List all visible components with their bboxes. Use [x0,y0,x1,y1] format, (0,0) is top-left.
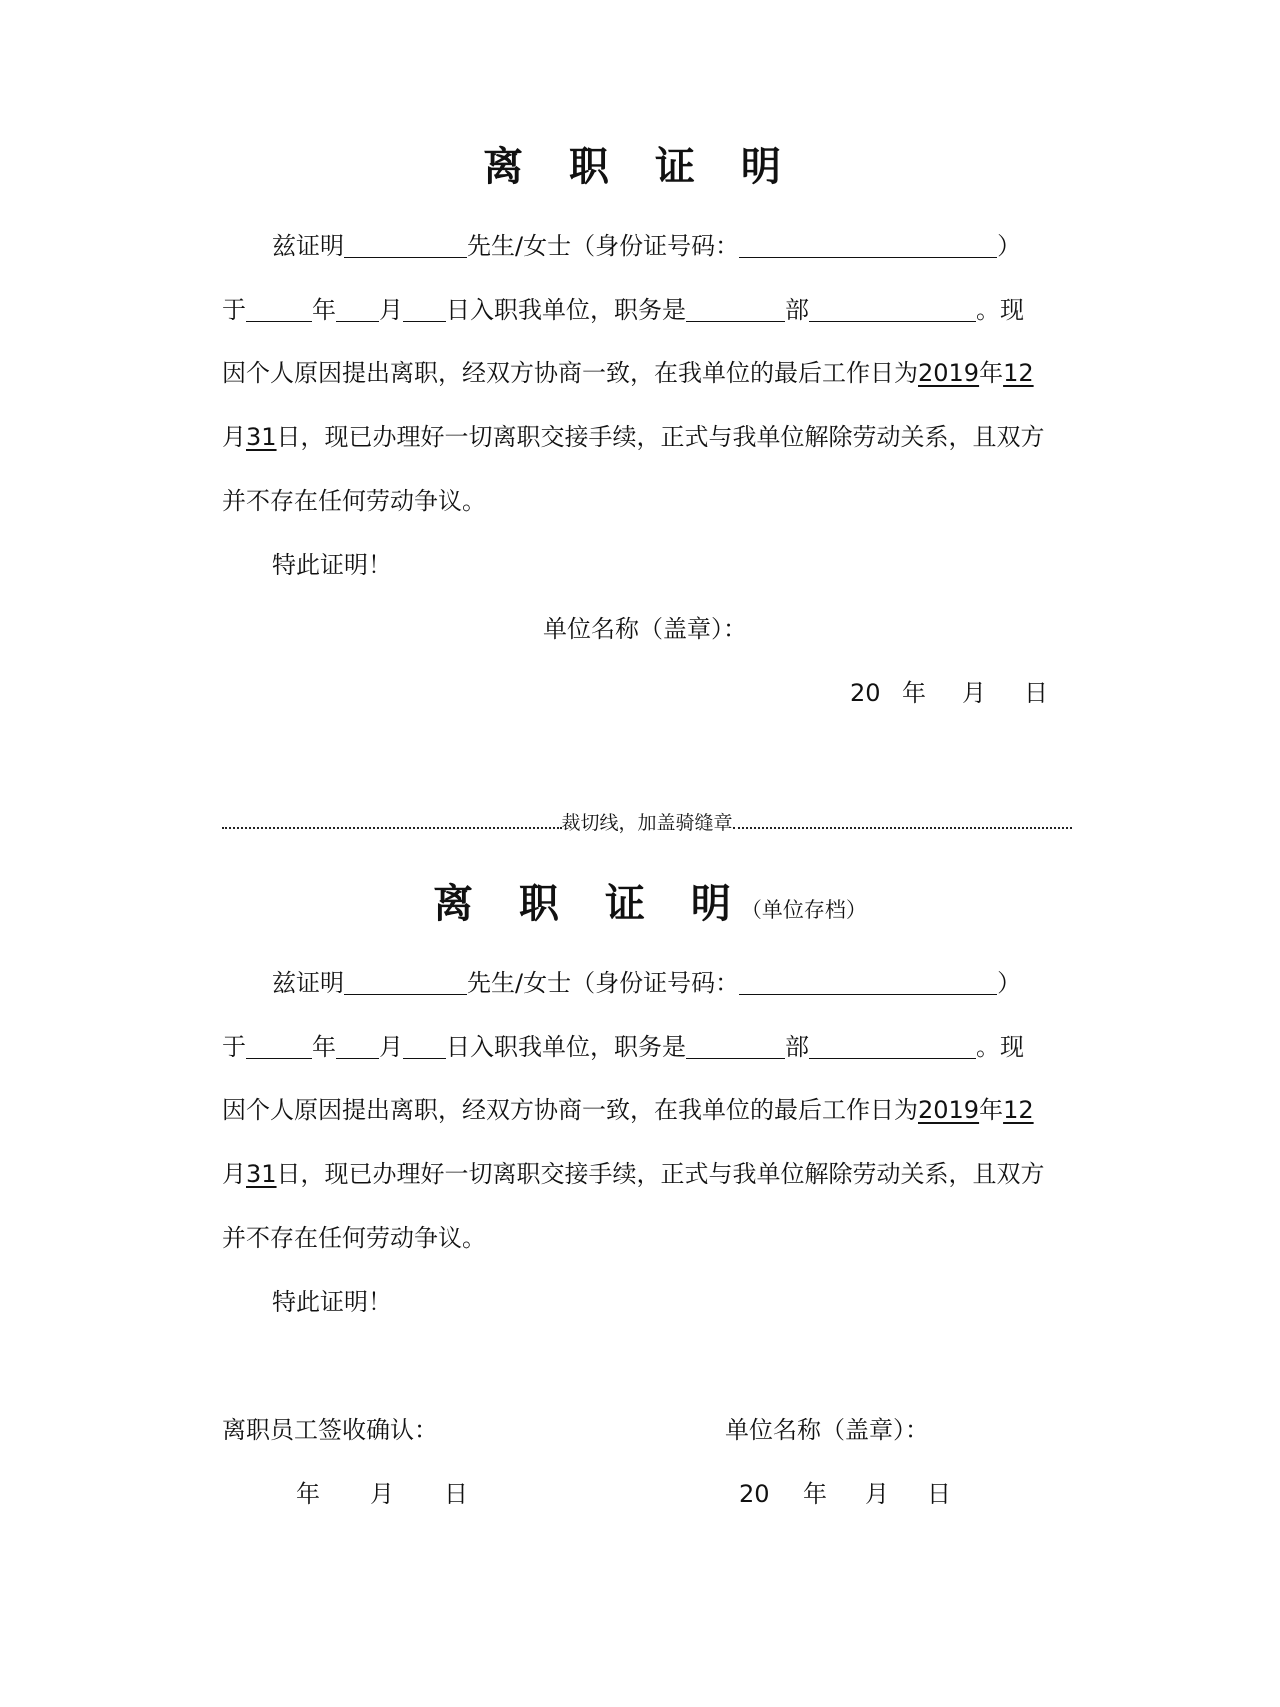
text: 。现 [976,1033,1024,1061]
body-line-5 [222,485,1072,517]
body-line-2 [222,1030,1072,1063]
month-blank [336,293,379,322]
closing-statement [272,549,1122,581]
text: 部 [785,1033,809,1061]
text: 先生/女士（身份证号码： [467,232,740,260]
title-text: 离 职 证 明 [433,881,747,927]
day-blank [403,293,446,322]
date-year: 年 [902,679,926,707]
department-blank [686,1030,785,1059]
last-day-year: 2019 [918,359,980,387]
id-number-blank [739,229,997,258]
cut-line-text: 裁切线，加盖骑缝章 [561,811,733,834]
date-day: 日 [927,1480,951,1508]
text: 月 [379,1033,403,1061]
date-year: 年 [803,1480,827,1508]
employee-sign-label [222,1414,438,1446]
text: 月 [222,1160,246,1188]
text: 并不存在任何劳动争议。 [222,487,486,515]
company-seal-label [725,1414,929,1446]
date-day: 日 [1024,679,1048,707]
body-line-1 [272,229,1122,262]
text: ） [997,232,1022,260]
text: 于 [222,296,246,324]
body-line-1 [272,966,1122,999]
dotted-rule-left [222,827,562,829]
body-line-2 [222,293,1072,326]
company-seal-label [543,613,747,645]
text: 兹证明 [272,232,344,260]
company-sign-date [739,1478,951,1510]
date-prefix: 20 [850,679,881,707]
year-blank [246,1030,312,1059]
date-month: 月 [962,679,986,707]
text: 部 [785,296,809,324]
text: 年 [979,359,1004,387]
text: 离职员工签收确认： [222,1416,438,1444]
text: ） [997,969,1022,997]
text: 年 [979,1096,1004,1124]
closing-statement [272,1286,1122,1318]
id-number-blank [739,966,997,995]
text: 。现 [976,296,1024,324]
year-blank [246,293,312,322]
name-blank [344,229,467,258]
text: 月 [222,423,246,451]
document-title [0,144,1280,190]
text: 日入职我单位，职务是 [446,1033,686,1061]
text: 单位名称（盖章）： [725,1416,929,1444]
body-line-3 [222,357,1072,389]
issue-date [850,677,1048,709]
date-day: 日 [444,1480,468,1508]
body-line-5 [222,1222,1072,1254]
text: 并不存在任何劳动争议。 [222,1224,486,1252]
last-day-year: 2019 [918,1096,980,1124]
last-day-month: 12 [1003,1096,1034,1124]
text: 因个人原因提出离职，经双方协商一致，在我单位的最后工作日为 [222,1096,918,1124]
date-prefix: 20 [739,1480,770,1508]
archive-title [0,881,1280,927]
date-month: 月 [865,1480,889,1508]
text: 先生/女士（身份证号码： [467,969,740,997]
department-blank [686,293,785,322]
text: 月 [379,296,403,324]
last-day-month: 12 [1003,359,1034,387]
employee-sign-date [296,1478,468,1510]
archive-subtitle: （单位存档） [740,898,867,922]
text: 特此证明！ [272,551,392,579]
text: 兹证明 [272,969,344,997]
position-blank [809,293,976,322]
month-blank [336,1030,379,1059]
cut-line [222,808,1072,834]
text: 于 [222,1033,246,1061]
text: 年 [312,1033,336,1061]
day-blank [403,1030,446,1059]
last-day-day: 31 [246,423,277,451]
name-blank [344,966,467,995]
body-line-4 [222,421,1072,453]
date-month: 月 [370,1480,394,1508]
text: 年 [312,296,336,324]
title-text: 离 职 证 明 [483,144,797,190]
text: 因个人原因提出离职，经双方协商一致，在我单位的最后工作日为 [222,359,918,387]
text: 日入职我单位，职务是 [446,296,686,324]
text: 单位名称（盖章）： [543,615,747,643]
text: 特此证明！ [272,1288,392,1316]
position-blank [809,1030,976,1059]
last-day-day: 31 [246,1160,277,1188]
date-year: 年 [296,1480,320,1508]
text: 日，现已办理好一切离职交接手续，正式与我单位解除劳动关系，且双方 [276,423,1045,451]
body-line-4 [222,1158,1072,1190]
text: 日，现已办理好一切离职交接手续，正式与我单位解除劳动关系，且双方 [276,1160,1045,1188]
body-line-3 [222,1094,1072,1126]
dotted-rule-right [733,827,1073,829]
